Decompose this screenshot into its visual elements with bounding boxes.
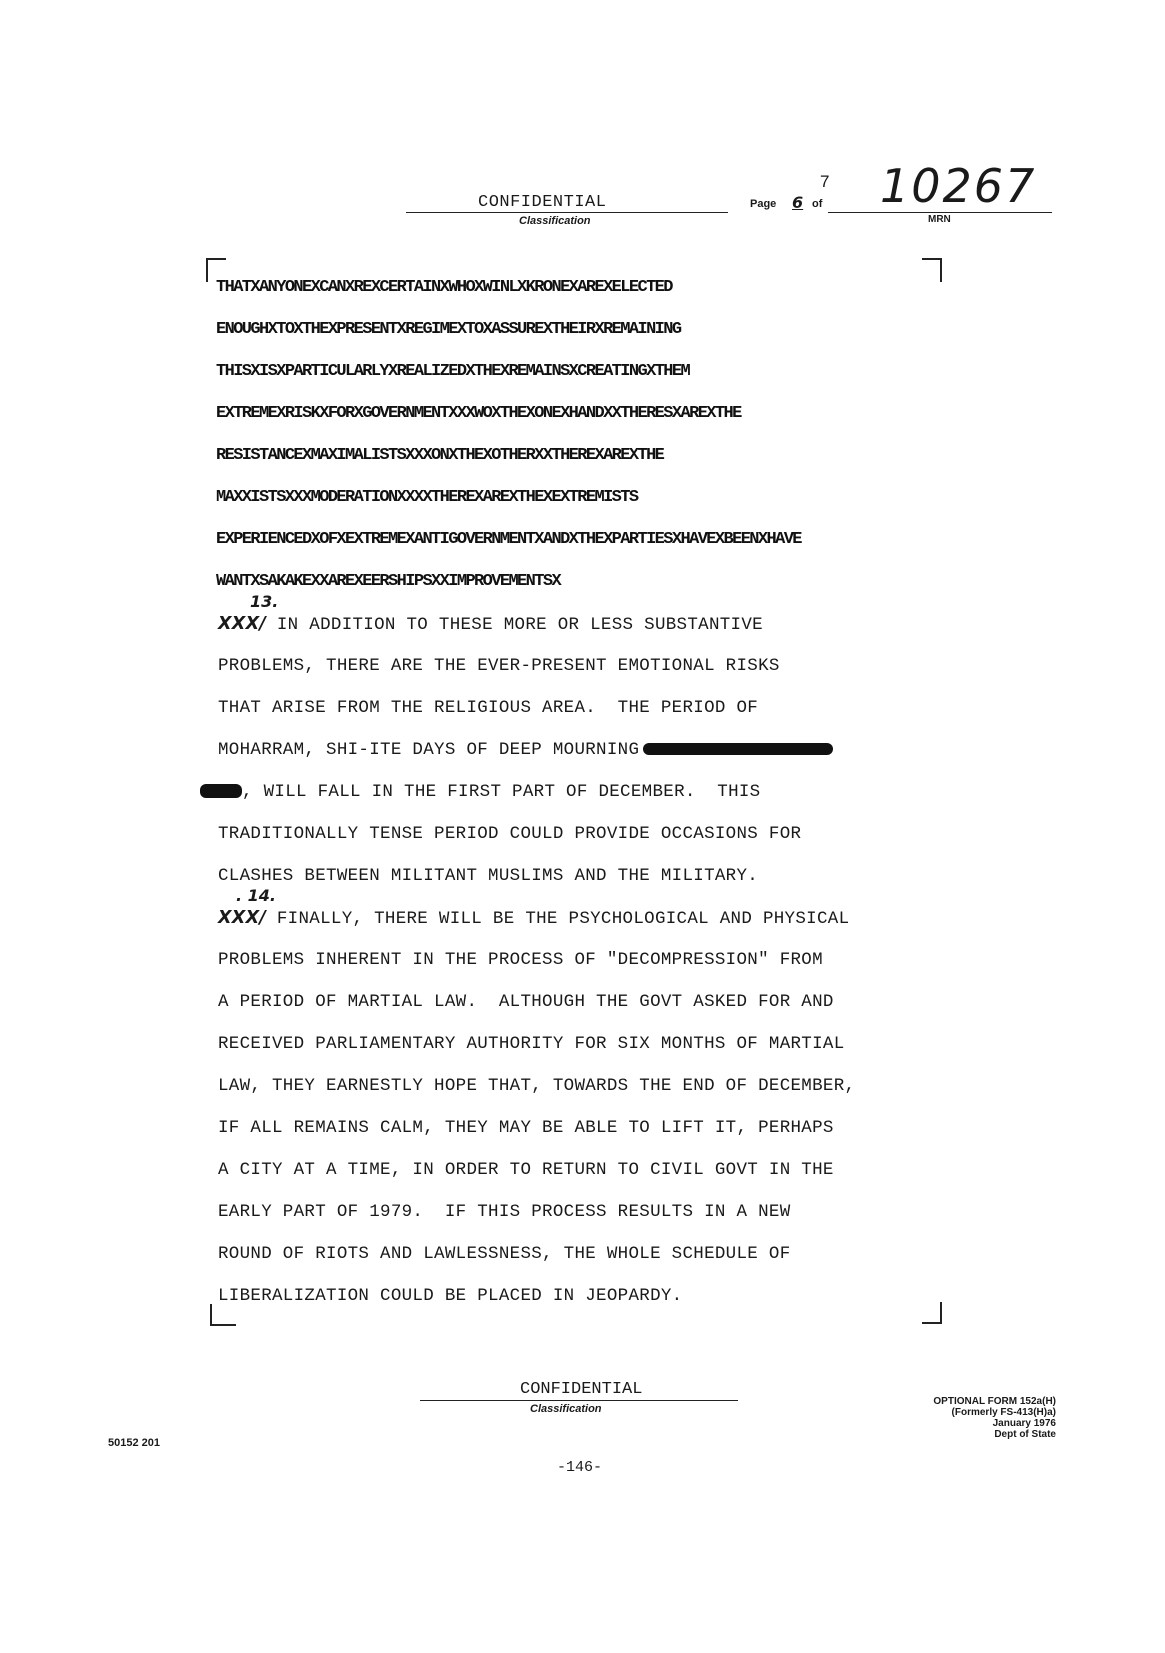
struck-line: WANTXSAKAKEXXAREXEERSHIPSXXIMPROVEMENTSX [216,572,561,591]
struck-line: MAXXISTSXXXMODERATIONXXXXTHEREXAREXTHEXEXTREMISTS [216,488,638,507]
footer-classification: CONFIDENTIAL [520,1380,643,1399]
paragraph-13-line-5: , WILL FALL IN THE FIRST PART OF DECEMBER. THIS [200,782,760,802]
header-mrn-label: MRN [928,214,951,225]
footer-form-code: 50152 201 [108,1437,160,1449]
paragraph-14-line-2: PROBLEMS INHERENT IN THE PROCESS OF "DECOMPRESSION" FROM [218,950,823,970]
paragraph-14-line-1: XXX/ FINALLY, THERE WILL BE THE PSYCHOLOGICAL AND PHYSICAL [218,908,850,929]
paragraph-14-line-10: LIBERALIZATION COULD BE PLACED IN JEOPARDY. [218,1286,683,1306]
redaction-mark [200,784,242,798]
header-mrn-handwritten: 10267 [880,159,1037,213]
paragraph-13-line-7: CLASHES BETWEEN MILITANT MUSLIMS AND THE MILITARY. [218,866,759,886]
struck-line: RESISTANCEXMAXIMALISTSXXXONXTHEXOTHERXXTHEREXAREXTHE [216,446,664,465]
paragraph-13-prefix: XXX/ [218,614,267,634]
corner-bracket-bottom-right [922,1302,942,1324]
header-of-label: of [812,198,823,210]
header-page-number: 6 [792,193,804,212]
footer-form-info [860,1396,1056,1440]
paragraph-13-line-6: TRADITIONALLY TENSE PERIOD COULD PROVIDE OCCASIONS FOR [218,824,802,844]
paragraph-14-line-5: LAW, THEY EARNESTLY HOPE THAT, TOWARDS THE END OF DECEMBER, [218,1076,856,1096]
footer-classification-caption: Classification [530,1403,602,1415]
paragraph-14-number: . 14. [236,886,276,905]
redaction-mark [643,743,833,755]
footer-form-line: Dept of State [994,1429,1056,1440]
paragraph-14-line-7: A CITY AT A TIME, IN ORDER TO RETURN TO CIVIL GOVT IN THE [218,1160,834,1180]
paragraph-14-prefix: XXX/ [218,908,267,928]
struck-line: THISXISXPARTICULARLYXREALIZEDXTHEXREMAINSXCREATINGXTHEM [216,362,690,381]
paragraph-13-line-2: PROBLEMS, THERE ARE THE EVER-PRESENT EMOTIONAL RISKS [218,656,780,676]
corner-bracket-bottom-left [210,1304,236,1326]
struck-line: EXPERIENCEDXOFXEXTREMEXANTIGOVERNMENTXANDXTHEXPARTIESXHAVEXBEENXHAVE [216,530,801,549]
footer-form-line: (Formerly FS-413(H)a) [951,1407,1056,1418]
corner-bracket-top-right [922,258,942,282]
paragraph-13-line-1: XXX/ IN ADDITION TO THESE MORE OR LESS SUBSTANTIVE [218,614,763,635]
header-classification: CONFIDENTIAL [478,193,607,212]
struck-line: EXTREMEXRISKXFORXGOVERNMENTXXXWOXTHEXONEXHANDXXTHERESXAREXTHE [216,404,741,423]
paragraph-13-line-4: MOHARRAM, SHI-ITE DAYS OF DEEP MOURNING [218,740,833,760]
struck-line: THATXANYONEXCANXREXCERTAINXWHOXWINLXKRONEXAREXELECTED [216,278,672,297]
footer-form-line: OPTIONAL FORM 152a(H) [933,1396,1056,1407]
paragraph-14-line-3: A PERIOD OF MARTIAL LAW. ALTHOUGH THE GOVT ASKED FOR AND [218,992,834,1012]
footer-page-number: -146- [557,1459,603,1476]
header-page-total: 7 [820,172,830,191]
header-classification-rule [406,212,728,213]
paragraph-14-line-4: RECEIVED PARLIAMENTARY AUTHORITY FOR SIX MONTHS OF MARTIAL [218,1034,845,1054]
footer-form-line: January 1976 [992,1418,1056,1429]
header-classification-caption: Classification [519,215,591,227]
header-page-label: Page [750,198,777,210]
paragraph-14-line-8: EARLY PART OF 1979. IF THIS PROCESS RESULTS IN A NEW [218,1202,791,1222]
footer-classification-rule [420,1400,738,1401]
paragraph-14-line-9: ROUND OF RIOTS AND LAWLESSNESS, THE WHOLE SCHEDULE OF [218,1244,791,1264]
paragraph-14-line-6: IF ALL REMAINS CALM, THEY MAY BE ABLE TO LIFT IT, PERHAPS [218,1118,834,1138]
paragraph-13-number: 13. [250,592,279,611]
struck-line: ENOUGHXTOXTHEXPRESENTXREGIMEXTOXASSUREXTHEIRXREMAINING [216,320,681,339]
paragraph-13-line-3: THAT ARISE FROM THE RELIGIOUS AREA. THE PERIOD OF [218,698,759,718]
